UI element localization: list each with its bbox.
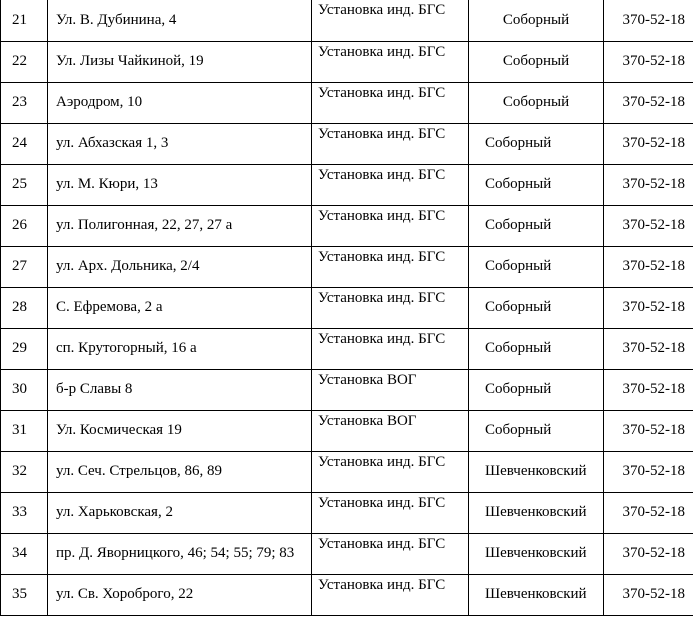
row-number: 33 bbox=[1, 492, 48, 533]
row-number: 27 bbox=[1, 246, 48, 287]
table-row bbox=[1, 492, 693, 533]
phone-cell: 370-52-18 bbox=[604, 246, 693, 287]
table-row bbox=[1, 205, 693, 246]
district-cell: Соборный bbox=[469, 369, 604, 410]
work-type-text: Установка инд. БГС bbox=[318, 166, 446, 183]
district-cell: Соборный bbox=[469, 82, 604, 123]
district-cell: Соборный bbox=[469, 0, 604, 41]
table-row bbox=[1, 328, 693, 369]
district-cell: Соборный bbox=[469, 410, 604, 451]
table-body bbox=[1, 0, 693, 615]
table-row bbox=[1, 287, 693, 328]
table-row bbox=[1, 0, 693, 41]
table-row bbox=[1, 41, 693, 82]
row-number: 24 bbox=[1, 123, 48, 164]
district-cell: Соборный bbox=[469, 164, 604, 205]
phone-cell: 370-52-18 bbox=[604, 451, 693, 492]
phone-cell: 370-52-18 bbox=[604, 41, 693, 82]
row-number: 30 bbox=[1, 369, 48, 410]
address-cell: ул. Арх. Дольника, 2/4 bbox=[48, 246, 312, 287]
row-number: 21 bbox=[1, 0, 48, 41]
address-cell: Аэродром, 10 bbox=[48, 82, 312, 123]
row-number: 23 bbox=[1, 82, 48, 123]
address-cell: ул. Сеч. Стрельцов, 86, 89 bbox=[48, 451, 312, 492]
work-type-text: Установка инд. БГС bbox=[318, 535, 446, 552]
row-number: 25 bbox=[1, 164, 48, 205]
work-type-cell bbox=[312, 205, 469, 246]
district-cell: Шевченковский bbox=[469, 574, 604, 615]
work-type-cell bbox=[312, 0, 469, 41]
work-type-cell bbox=[312, 533, 469, 574]
work-type-text: Установка ВОГ bbox=[318, 371, 417, 388]
work-type-cell bbox=[312, 451, 469, 492]
address-cell: сп. Крутогорный, 16 а bbox=[48, 328, 312, 369]
work-type-cell bbox=[312, 123, 469, 164]
district-cell: Соборный bbox=[469, 328, 604, 369]
table-row bbox=[1, 164, 693, 205]
row-number: 34 bbox=[1, 533, 48, 574]
phone-cell: 370-52-18 bbox=[604, 574, 693, 615]
district-cell: Соборный bbox=[469, 246, 604, 287]
table-row bbox=[1, 533, 693, 574]
work-type-cell bbox=[312, 328, 469, 369]
district-cell: Шевченковский bbox=[469, 492, 604, 533]
table-row bbox=[1, 82, 693, 123]
table-row bbox=[1, 123, 693, 164]
table-row bbox=[1, 451, 693, 492]
address-cell: пр. Д. Яворницкого, 46; 54; 55; 79; 83 bbox=[48, 533, 312, 574]
address-cell: ул. Харьковская, 2 bbox=[48, 492, 312, 533]
work-type-cell bbox=[312, 574, 469, 615]
phone-cell: 370-52-18 bbox=[604, 164, 693, 205]
phone-cell: 370-52-18 bbox=[604, 492, 693, 533]
work-type-cell bbox=[312, 41, 469, 82]
district-cell: Соборный bbox=[469, 123, 604, 164]
work-type-cell bbox=[312, 246, 469, 287]
phone-cell: 370-52-18 bbox=[604, 533, 693, 574]
work-type-cell bbox=[312, 287, 469, 328]
district-cell: Соборный bbox=[469, 41, 604, 82]
row-number: 31 bbox=[1, 410, 48, 451]
work-type-text: Установка инд. БГС bbox=[318, 125, 446, 142]
phone-cell: 370-52-18 bbox=[604, 205, 693, 246]
address-cell: Ул. Космическая 19 bbox=[48, 410, 312, 451]
row-number: 26 bbox=[1, 205, 48, 246]
work-type-text: Установка ВОГ bbox=[318, 412, 417, 429]
row-number: 29 bbox=[1, 328, 48, 369]
work-type-text: Установка инд. БГС bbox=[318, 248, 446, 265]
work-type-text: Установка инд. БГС bbox=[318, 494, 446, 511]
row-number: 28 bbox=[1, 287, 48, 328]
phone-cell: 370-52-18 bbox=[604, 410, 693, 451]
table-row bbox=[1, 410, 693, 451]
phone-cell: 370-52-18 bbox=[604, 369, 693, 410]
work-type-text: Установка инд. БГС bbox=[318, 43, 446, 60]
work-type-text: Установка инд. БГС bbox=[318, 576, 446, 593]
table-row bbox=[1, 369, 693, 410]
district-cell: Соборный bbox=[469, 287, 604, 328]
address-cell: ул. М. Кюри, 13 bbox=[48, 164, 312, 205]
district-cell: Шевченковский bbox=[469, 451, 604, 492]
address-cell: б-р Славы 8 bbox=[48, 369, 312, 410]
work-type-cell bbox=[312, 164, 469, 205]
work-type-cell bbox=[312, 82, 469, 123]
table-row bbox=[1, 246, 693, 287]
district-cell: Соборный bbox=[469, 205, 604, 246]
phone-cell: 370-52-18 bbox=[604, 123, 693, 164]
address-cell: С. Ефремова, 2 а bbox=[48, 287, 312, 328]
work-type-text: Установка инд. БГС bbox=[318, 207, 446, 224]
work-type-cell bbox=[312, 492, 469, 533]
district-cell: Шевченковский bbox=[469, 533, 604, 574]
phone-cell: 370-52-18 bbox=[604, 82, 693, 123]
row-number: 35 bbox=[1, 574, 48, 615]
work-type-cell bbox=[312, 369, 469, 410]
phone-cell: 370-52-18 bbox=[604, 0, 693, 41]
row-number: 32 bbox=[1, 451, 48, 492]
address-cell: ул. Абхазская 1, 3 bbox=[48, 123, 312, 164]
work-type-text: Установка инд. БГС bbox=[318, 453, 446, 470]
table-row bbox=[1, 574, 693, 615]
phone-cell: 370-52-18 bbox=[604, 328, 693, 369]
address-cell: ул. Полигонная, 22, 27, 27 а bbox=[48, 205, 312, 246]
row-number: 22 bbox=[1, 41, 48, 82]
address-cell: Ул. Лизы Чайкиной, 19 bbox=[48, 41, 312, 82]
work-type-text: Установка инд. БГС bbox=[318, 2, 446, 18]
address-cell: ул. Св. Хороброго, 22 bbox=[48, 574, 312, 615]
work-type-cell bbox=[312, 410, 469, 451]
phone-cell: 370-52-18 bbox=[604, 287, 693, 328]
work-type-text: Установка инд. БГС bbox=[318, 330, 446, 347]
address-cell: Ул. В. Дубинина, 4 bbox=[48, 0, 312, 41]
work-type-text: Установка инд. БГС bbox=[318, 84, 446, 101]
work-type-text: Установка инд. БГС bbox=[318, 289, 446, 306]
